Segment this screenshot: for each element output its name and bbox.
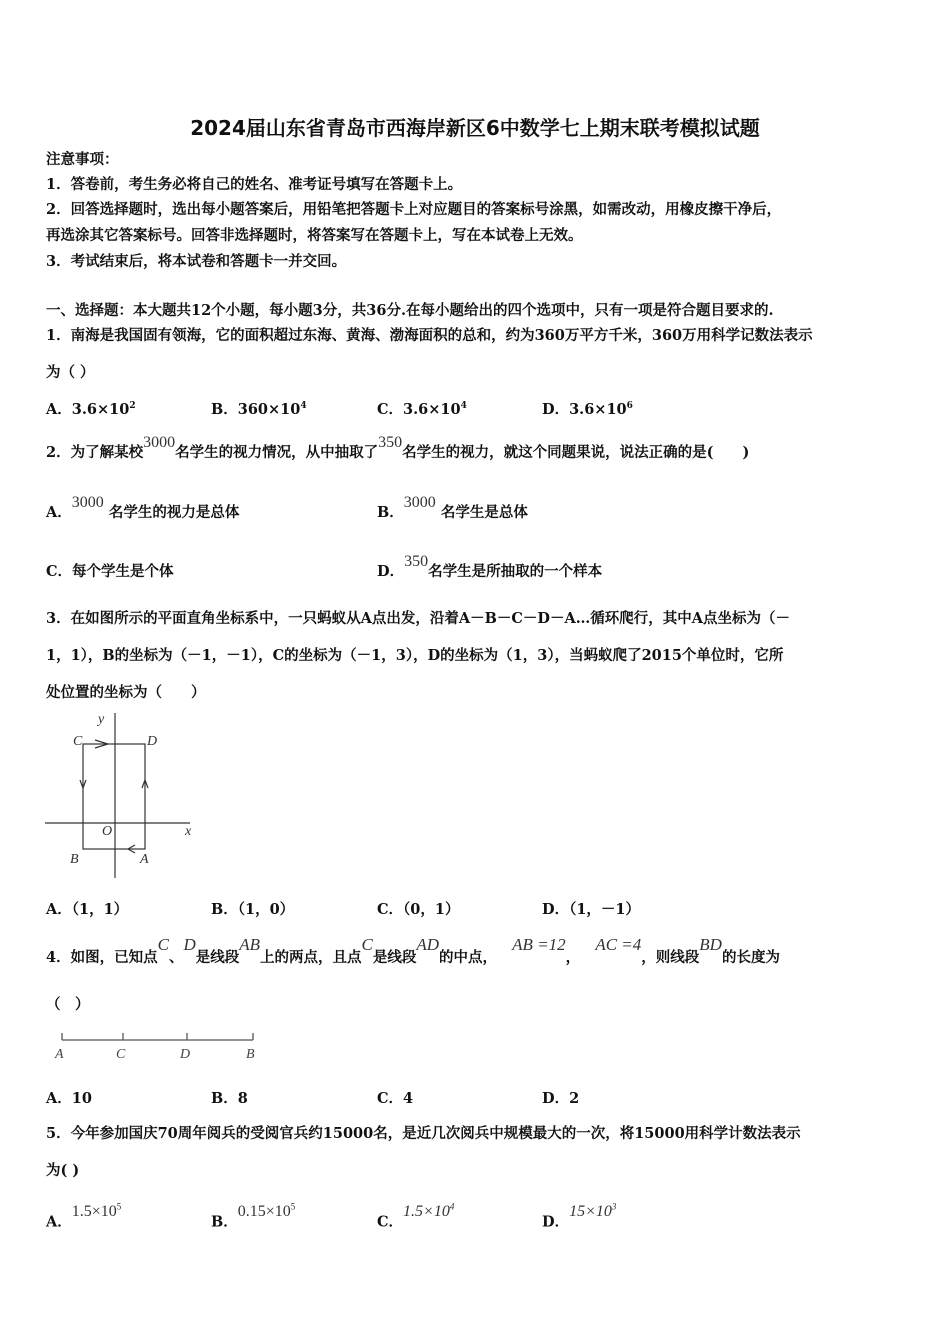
- q4-text: （ ）: [46, 996, 90, 1013]
- text: 、: [168, 949, 184, 966]
- label-c: C: [73, 734, 83, 749]
- math-exp: 5: [290, 1202, 296, 1212]
- q3-text: 1，1），B的坐标为（－1，－1），C的坐标为（－1，3），D的坐标为（1，3），当蚂蚁爬了2015个单位时，它所: [46, 647, 784, 664]
- q4-option-c[interactable]: C．4: [377, 1090, 414, 1107]
- q3-option-a[interactable]: A．（1，1）: [46, 901, 129, 918]
- label-x: x: [185, 824, 192, 839]
- option-label: C．: [377, 1213, 404, 1231]
- option-label: B．: [377, 504, 404, 521]
- q2-option-c[interactable]: [46, 562, 174, 582]
- label-o: O: [102, 824, 113, 839]
- path-rectangle: [83, 744, 145, 849]
- text: 的长度为: [721, 949, 780, 966]
- q4-option-d[interactable]: D．2: [542, 1090, 580, 1107]
- math: AB: [239, 935, 260, 954]
- option-exp: 4: [460, 401, 467, 411]
- option-label: A．: [46, 504, 72, 521]
- option-label: C．每个学生是个体: [46, 563, 174, 580]
- q4-option-b[interactable]: B．8: [211, 1090, 248, 1107]
- notice-item: 3．考试结束后，将本试卷和答题卡一并交回。: [46, 253, 347, 270]
- notice-heading: 注意事项：: [46, 151, 119, 168]
- q3-text: 3．在如图所示的平面直角坐标系中，一只蚂蚁从A点出发，沿着A－B－C－D－A…循环爬行，其中A点坐标为（－: [46, 610, 790, 627]
- q3-option-c[interactable]: C．（0，1）: [377, 901, 460, 918]
- option-label: A．: [46, 1213, 72, 1231]
- math: BD: [699, 935, 722, 954]
- q2-option-b[interactable]: [377, 494, 528, 523]
- q3-text: 处位置的坐标为（ ）: [46, 684, 206, 701]
- q5-option-d[interactable]: [542, 1202, 617, 1232]
- math: [238, 1203, 296, 1220]
- option-exp: 4: [300, 401, 307, 411]
- math: AC =4: [595, 935, 642, 954]
- q5-text: 为( ): [46, 1162, 80, 1179]
- math: 350: [378, 434, 403, 451]
- label-b: B: [70, 852, 79, 867]
- q3-option-d[interactable]: D．（1，－1）: [542, 901, 641, 918]
- label-d: D: [180, 1047, 191, 1062]
- math-exp: 3: [611, 1202, 617, 1212]
- text: ，则线段: [641, 949, 700, 966]
- q2-option-a[interactable]: [46, 494, 240, 523]
- option-text: 名学生的视力是总体: [108, 504, 240, 521]
- label-b: B: [246, 1047, 255, 1062]
- q5-option-c[interactable]: [377, 1202, 455, 1232]
- q4-segment-figure: [50, 1028, 270, 1066]
- math-base: 1.5×10: [71, 1203, 117, 1221]
- text: 名学生的视力，就这个同题果说，说法正确的是( ): [402, 444, 750, 461]
- option-text: 名学生是所抽取的一个样本: [428, 563, 603, 580]
- text: 的中点，: [439, 949, 498, 966]
- math: C: [157, 935, 169, 954]
- q1-option-d[interactable]: [542, 396, 633, 420]
- label-y: y: [98, 712, 105, 727]
- math: 350: [404, 553, 429, 570]
- math: 3000: [143, 434, 176, 451]
- label-a: A: [140, 852, 149, 867]
- q1-text: 为（ ）: [46, 364, 95, 381]
- math: AD: [416, 935, 440, 954]
- option-exp: 6: [626, 401, 633, 411]
- notice-item: 1．答卷前，考生务必将自己的姓名、准考证号填写在答题卡上。: [46, 176, 463, 193]
- option-label: B．: [211, 1213, 238, 1231]
- text: ，: [565, 949, 581, 966]
- math: C: [361, 935, 373, 954]
- text: 名学生的视力情况，从中抽取了: [175, 444, 379, 461]
- math-base: 1.5×10: [403, 1203, 450, 1221]
- option-text: 名学生是总体: [440, 504, 528, 521]
- math: [569, 1203, 616, 1220]
- q3-option-b[interactable]: B．（1，0）: [211, 901, 295, 918]
- option-label: D．: [377, 563, 405, 580]
- notice-item: 再选涂其它答案标号。回答非选择题时，将答案写在答题卡上，写在本试卷上无效。: [46, 227, 583, 244]
- option-label: B．360×10: [211, 400, 301, 418]
- label-a: A: [55, 1047, 64, 1062]
- math-exp: 4: [449, 1202, 455, 1212]
- q5-text: 5．今年参加国庆70周年阅兵的受阅官兵约15000名，是近几次阅兵中规模最大的一次，将15000用科学计数法表示: [46, 1125, 801, 1142]
- q5-option-b[interactable]: [211, 1202, 296, 1232]
- q2-text: [46, 434, 750, 463]
- math: [72, 1203, 122, 1220]
- q5-option-a[interactable]: [46, 1202, 122, 1232]
- q3-coordinate-figure: [40, 708, 200, 883]
- label-d: D: [147, 734, 158, 749]
- math-base: 0.15×10: [237, 1203, 291, 1221]
- q4-text: [46, 935, 780, 968]
- text: 2．为了解某校: [46, 444, 144, 461]
- q2-option-d[interactable]: [377, 553, 603, 582]
- math: AB =12: [512, 935, 566, 954]
- option-label: A．3.6×10: [46, 400, 130, 418]
- text: 是线段: [195, 949, 240, 966]
- text: 上的两点，且点: [260, 949, 362, 966]
- option-label: C．3.6×10: [377, 400, 461, 418]
- q1-option-b[interactable]: [211, 396, 307, 420]
- q1-option-c[interactable]: [377, 396, 467, 420]
- math: 3000: [403, 494, 436, 511]
- option-label: D．3.6×10: [542, 400, 627, 418]
- math: 3000: [71, 494, 104, 511]
- math-base: 15×10: [569, 1203, 612, 1221]
- page-title: 2024届山东省青岛市西海岸新区6中数学七上期末联考模拟试题: [190, 116, 760, 140]
- label-c: C: [116, 1047, 126, 1062]
- text: 是线段: [372, 949, 417, 966]
- text: 4．如图，已知点: [46, 949, 158, 966]
- notice-item: 2．回答选择题时，选出每小题答案后，用铅笔把答题卡上对应题目的答案标号涂黑，如需改动，用橡皮擦干净后，: [46, 201, 782, 218]
- math: D: [183, 935, 196, 954]
- q4-option-a[interactable]: A．10: [46, 1090, 92, 1107]
- q1-text: 1．南海是我国固有领海，它的面积超过东海、黄海、渤海面积的总和，约为360万平方千米，360万用科学记数法表示: [46, 327, 813, 344]
- math: [403, 1203, 454, 1220]
- math-exp: 5: [116, 1202, 122, 1212]
- option-exp: 2: [129, 401, 136, 411]
- option-label: D．: [542, 1213, 570, 1231]
- section-heading: 一、选择题：本大题共12个小题，每小题3分，共36分.在每小题给出的四个选项中，只有一项是符合题目要求的.: [46, 302, 774, 319]
- q1-option-a[interactable]: [46, 396, 136, 420]
